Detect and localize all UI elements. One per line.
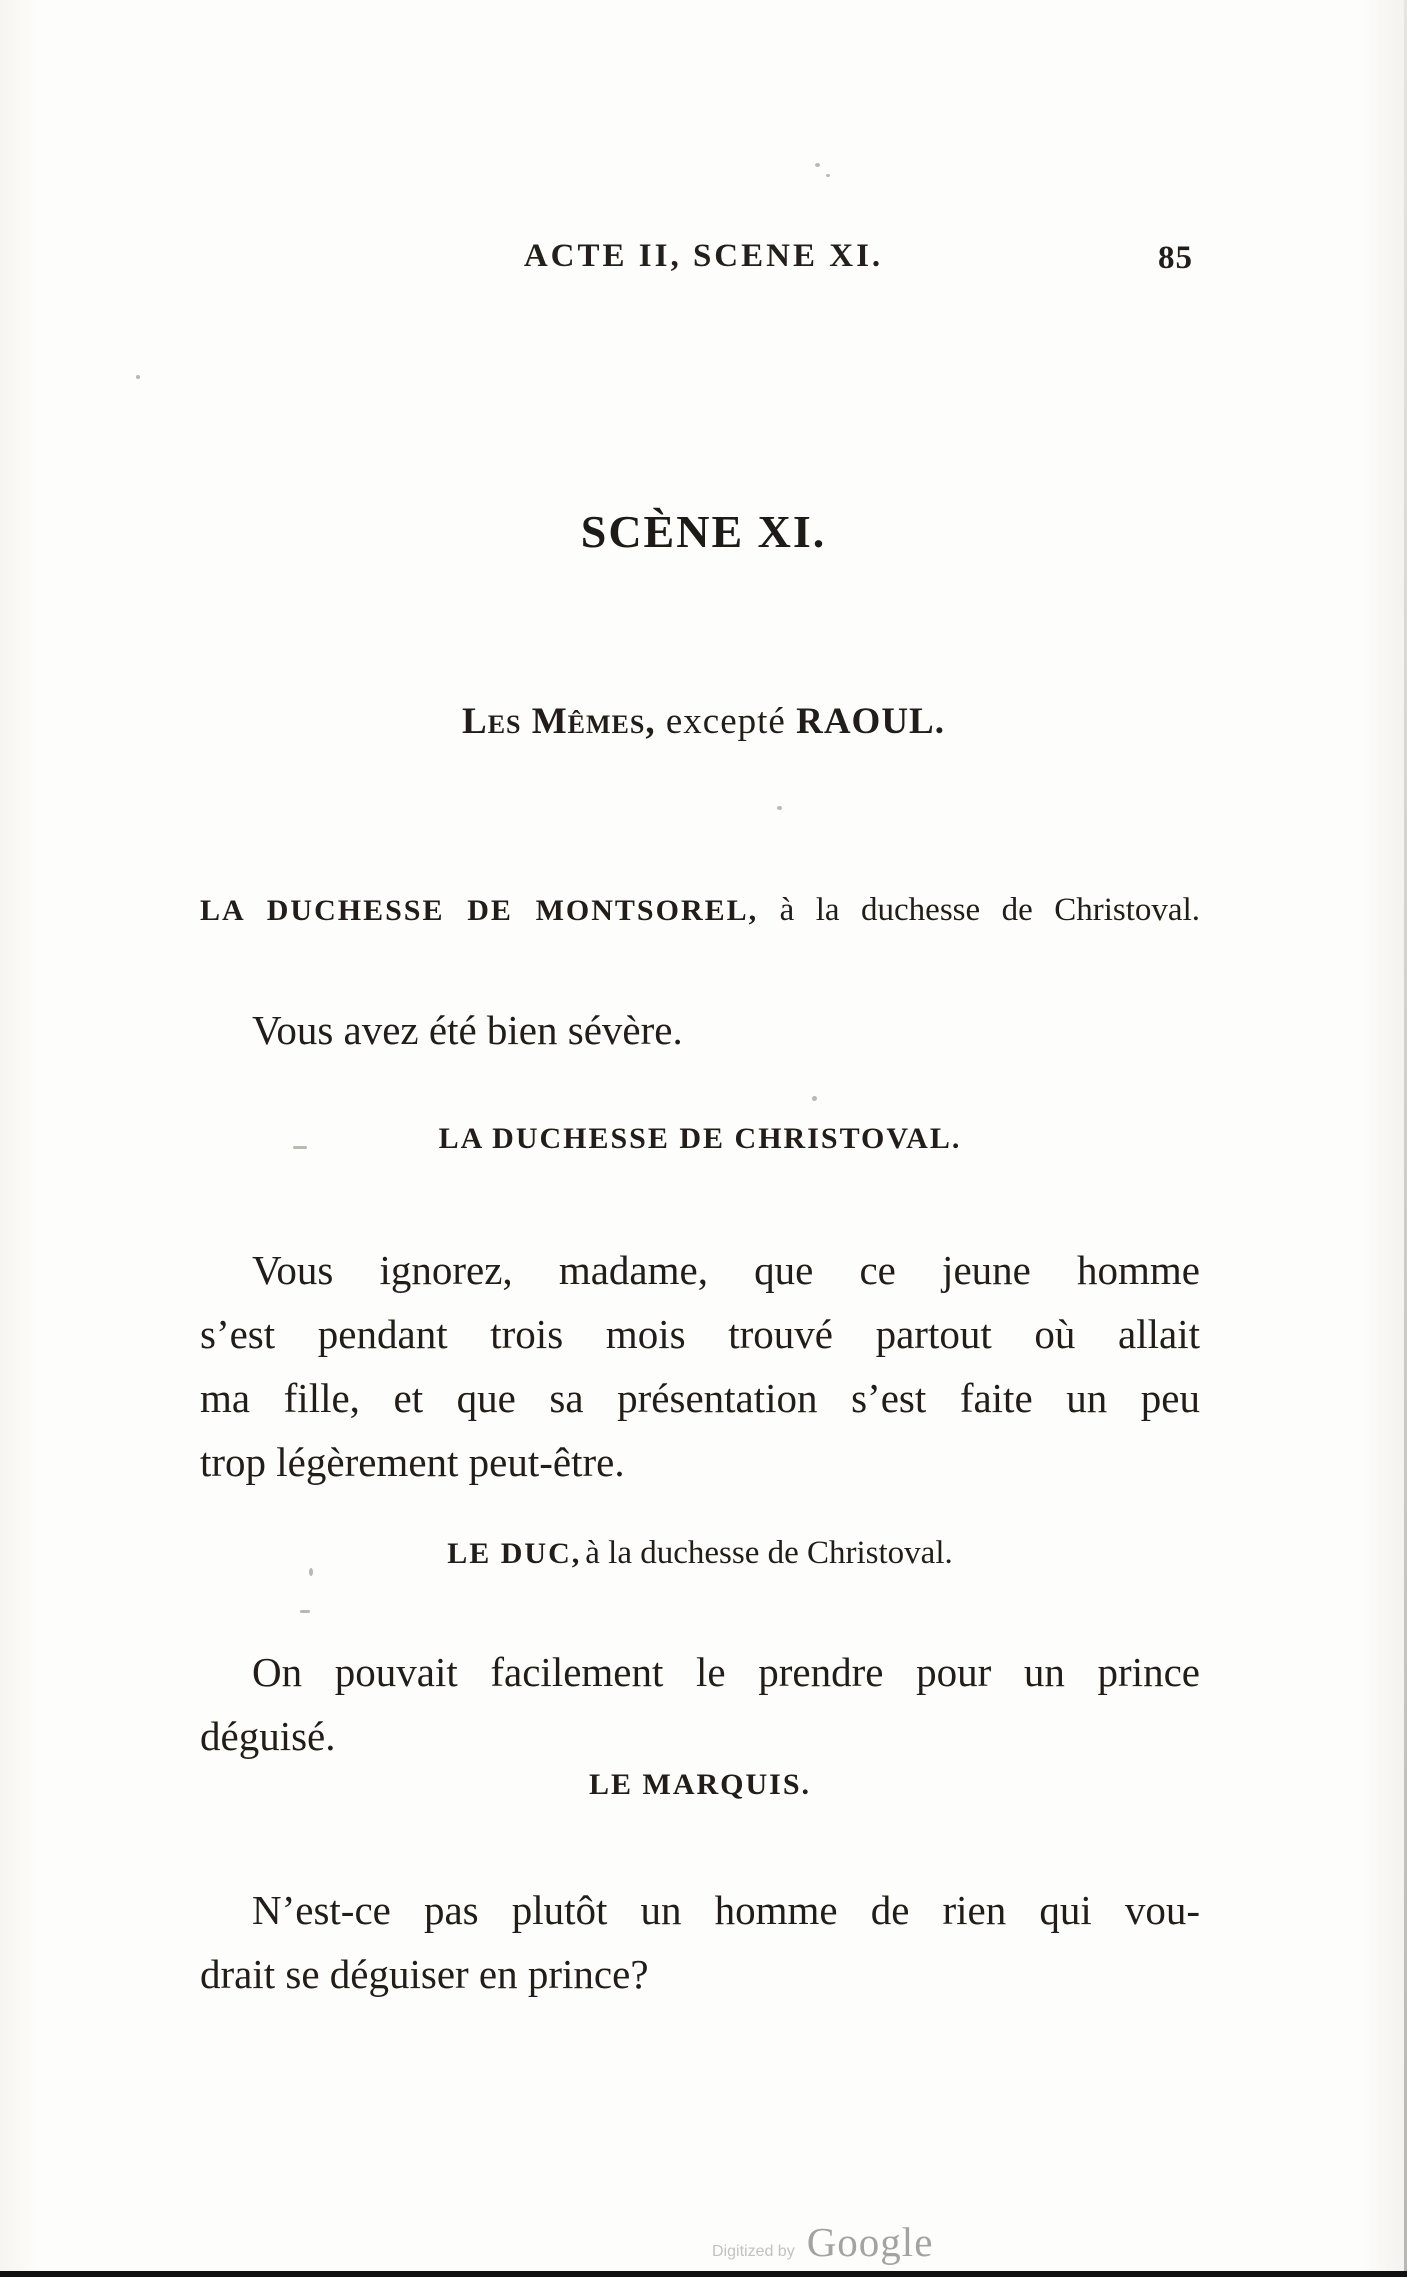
scan-speck xyxy=(136,375,140,379)
running-title: ACTE II, SCENE XI. xyxy=(523,238,884,274)
cast-line xyxy=(0,700,1407,743)
paragraph-line: Vous ignorez, madame, que ce jeune homme xyxy=(252,1247,1200,1293)
google-logo: Google xyxy=(806,2219,934,2265)
paragraph-line: drait se déguiser en prince? xyxy=(200,1951,649,1997)
speaker-line-montsorel xyxy=(200,892,1200,929)
paragraph-line: ma fille, et que sa présentation s’est faite un peu xyxy=(200,1375,1200,1421)
google-watermark xyxy=(712,2218,933,2266)
speaker-name: LA DUCHESSE DE MONTSOREL, xyxy=(200,894,759,927)
cast-names: Les Mêmes, xyxy=(462,701,656,742)
scan-speck xyxy=(300,1610,310,1613)
scan-edge-bottom xyxy=(0,2271,1407,2277)
dialogue-paragraph-christoval xyxy=(200,1238,1200,1494)
running-head xyxy=(0,238,1407,284)
scan-speck xyxy=(826,174,830,177)
dialogue-paragraph-marquis xyxy=(200,1878,1200,2006)
scan-speck xyxy=(812,1096,817,1101)
paragraph-line: N’est-ce pas plutôt un homme de rien qui vou- xyxy=(252,1887,1200,1933)
scan-speck xyxy=(777,806,782,810)
scene-heading: SCÈNE XI. xyxy=(580,506,827,557)
speaker-name: LE DUC, xyxy=(447,1537,582,1570)
paragraph-line: trop légèrement peut-être. xyxy=(200,1439,625,1485)
scan-speck xyxy=(309,1568,313,1576)
speaker-line-marquis: LE MARQUIS. xyxy=(588,1768,812,1801)
dialogue-paragraph-duc xyxy=(200,1640,1200,1768)
stage-direction: à la duchesse de Christoval. xyxy=(585,1535,953,1571)
digitized-by-label: Digitized by xyxy=(712,2243,795,2260)
cast-mid: excepté xyxy=(655,701,797,742)
speaker-line-christoval: LA DUCHESSE DE CHRISTOVAL. xyxy=(438,1122,962,1155)
paragraph-line: On pouvait facilement le prendre pour un prince xyxy=(252,1649,1200,1695)
scan-speck xyxy=(293,1146,307,1149)
dialogue-line: Vous avez été bien sévère. xyxy=(252,1007,683,1053)
speaker-line-duc xyxy=(200,1535,1200,1572)
page-number: 85 xyxy=(1158,240,1193,276)
cast-raoul: RAOUL. xyxy=(796,701,945,742)
paragraph-line: s’est pendant trois mois trouvé partout où allait xyxy=(200,1311,1200,1357)
scan-speck xyxy=(815,163,820,167)
paragraph-line: déguisé. xyxy=(200,1713,336,1759)
stage-direction: à la duchesse de Christoval. xyxy=(779,892,1200,928)
